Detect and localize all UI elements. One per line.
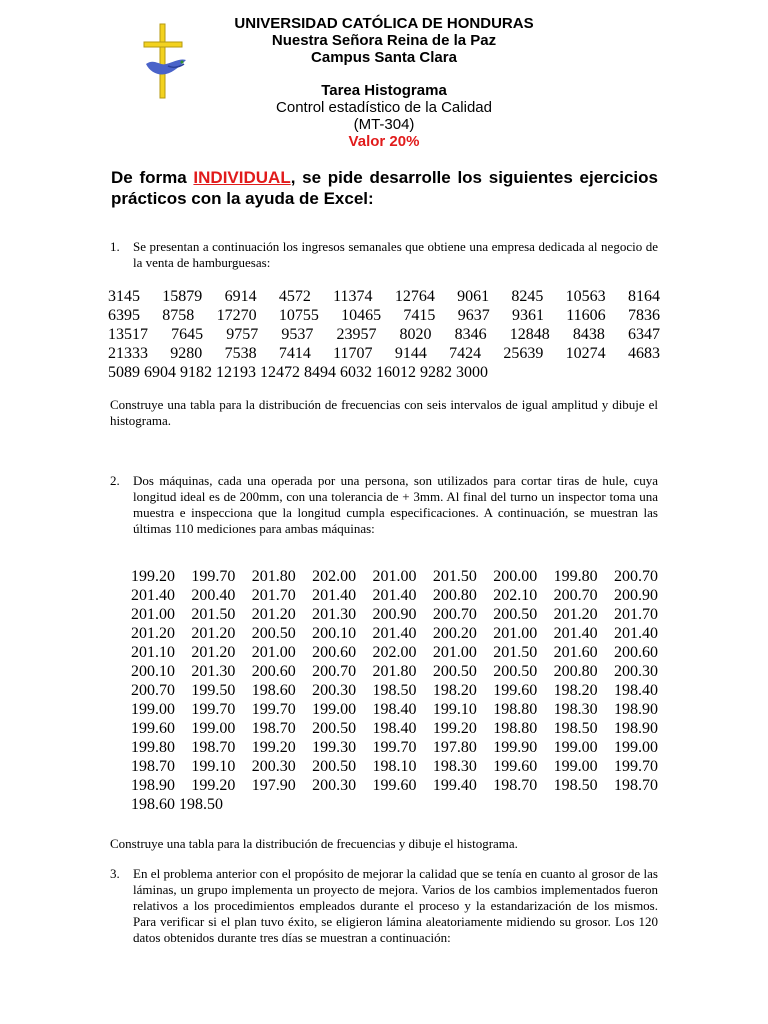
exercise-3-number: 3.: [110, 866, 120, 881]
ex2-row-2: 201.40 200.40 201.70 201.40 201.40 200.80 202.10 200.70 200.90: [131, 587, 658, 604]
ex2-row-12: 198.90 199.20 197.90 200.30 199.60 199.40 198.70 198.50 198.70: [131, 777, 658, 794]
ex2-row-10: 199.80 198.70 199.20 199.30 199.70 197.80 199.90 199.00 199.00: [131, 739, 658, 756]
ex1-row-5: 5089 6904 9182 12193 12472 8494 6032 16012 9282 3000: [108, 364, 488, 381]
ex2-row-3: 201.00 201.50 201.20 201.30 200.90 200.70 200.50 201.20 201.70: [131, 606, 658, 623]
task-title: Tarea Histograma: [321, 82, 447, 99]
ex2-row-4: 201.20 201.20 200.50 200.10 201.40 200.20 201.00 201.40 201.40: [131, 625, 658, 642]
exercise-2-instruction: Construye una tabla para la distribución de frecuencias y dibuje el histograma.: [110, 836, 518, 851]
intro-instructions: [111, 167, 658, 209]
exercise-2-number: 2.: [110, 473, 120, 488]
course-code: (MT-304): [353, 116, 415, 133]
university-name: UNIVERSIDAD CATÓLICA DE HONDURAS: [234, 15, 534, 32]
exercise-1-instruction: Construye una tabla para la distribución de frecuencias con seis intervalos de igual amplitud y dibuje el histograma.: [110, 397, 658, 428]
exercise-1-text: Se presentan a continuación los ingresos semanales que obtiene una empresa dedicada al negocio de la venta de hamburguesas:: [133, 239, 658, 270]
exercise-1-data: [108, 287, 660, 382]
ex1-row-2: 6395 8758 17270 10755 10465 7415 9637 9361 11606 7836: [108, 307, 660, 324]
university-subtitle: Nuestra Señora Reina de la Paz: [271, 32, 497, 49]
ex2-row-5: 201.10 201.20 201.00 200.60 202.00 201.00 201.50 201.60 200.60: [131, 644, 658, 661]
ex1-row-1: 3145 15879 6914 4572 11374 12764 9061 8245 10563 8164: [108, 288, 660, 305]
ex2-row-8: 199.00 199.70 199.70 199.00 198.40 199.10 198.80 198.30 198.90: [131, 701, 658, 718]
exercise-3-text: En el problema anterior con el propósito de mejorar la calidad que se tenía en cuanto al grosor de las láminas, un grupo implementa un proyecto de mejora. Varios de los cambios implementados fueron relativos a los procedimientos empleados durante el proceso y la estandarización de los mismos. Para verificar si el plan tuvo éxito, se eligieron lámina aleatoriamente midiendo su grosor. Los 120 datos obtenidos durante tres días se muestran a continuación:: [133, 866, 658, 945]
intro-highlight: INDIVIDUAL: [193, 168, 291, 187]
ex2-row-11: 198.70 199.10 200.30 200.50 198.10 198.30 199.60 199.00 199.70: [131, 758, 658, 775]
intro-pre: De forma: [111, 168, 194, 187]
exercise-2-text: Dos máquinas, cada una operada por una persona, son utilizados para cortar tiras de hule, cuya longitud ideal es de 200mm, con una tolerancia de + 3mm. Al final del turno un inspector toma una muestra e inspecciona que la longitud cumpla especificaciones. A continuación, se muestran las últimas 110 mediciones para ambas máquinas:: [133, 473, 658, 536]
ex2-row-7: 200.70 199.50 198.60 200.30 198.50 198.20 199.60 198.20 198.40: [131, 682, 658, 699]
task-value: Valor 20%: [348, 133, 420, 150]
ex1-row-3: 13517 7645 9757 9537 23957 8020 8346 12848 8438 6347: [108, 326, 660, 343]
ex2-row-1: 199.20 199.70 201.80 202.00 201.00 201.50 200.00 199.80 200.70: [131, 568, 658, 585]
exercise-2-data: [131, 567, 658, 814]
course-name: Control estadístico de la Calidad: [276, 99, 492, 116]
ex2-row-6: 200.10 201.30 200.60 200.70 201.80 200.50 200.50 200.80 200.30: [131, 663, 658, 680]
ex2-row-13: 198.60 198.50: [131, 796, 223, 813]
header-block: [0, 15, 768, 150]
intro-post: , se pide desarrolle los siguientes ejercicios prácticos con la ayuda de Excel:: [111, 168, 658, 208]
campus-name: Campus Santa Clara: [311, 49, 457, 66]
ex1-row-4: 21333 9280 7538 7414 11707 9144 7424 25639 10274 4683: [108, 345, 660, 362]
exercise-1-number: 1.: [110, 239, 120, 254]
ex2-row-9: 199.60 199.00 198.70 200.50 198.40 199.20 198.80 198.50 198.90: [131, 720, 658, 737]
